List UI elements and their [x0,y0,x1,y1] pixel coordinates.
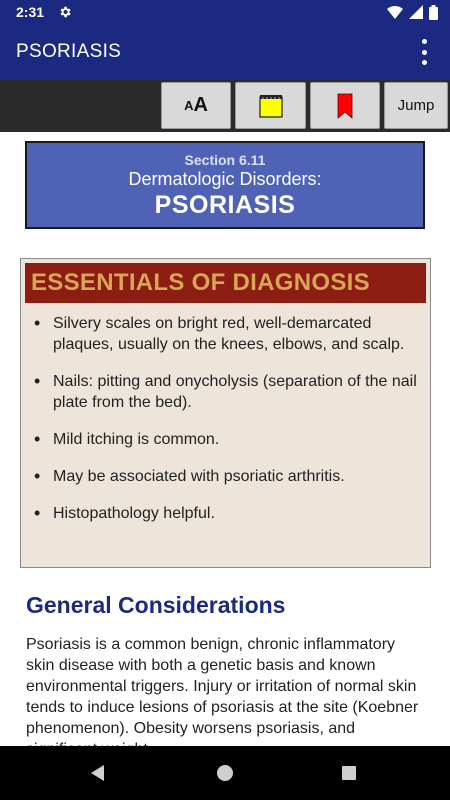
status-bar [0,0,450,24]
toolbar [0,80,450,132]
section-header [25,141,425,229]
list-item: • May be associated with psoriatic arthritis. [31,466,420,487]
wifi-icon [387,5,403,19]
cell-signal-icon [409,5,423,19]
bookmark-icon [338,94,352,118]
page-title: PSORIASIS [16,41,122,62]
font-size-big-letter: A [193,94,208,116]
list-item: • Histopathology helpful. [31,503,420,524]
battery-icon [429,5,438,20]
jump-button[interactable]: Jump [384,82,448,129]
content-area[interactable] [0,132,450,746]
back-icon[interactable] [90,765,106,781]
bookmark-button[interactable] [310,82,380,129]
essentials-heading: ESSENTIALS OF DIAGNOSIS [25,263,426,303]
section-subtitle: Dermatologic Disorders: [128,169,322,189]
font-size-button[interactable] [161,82,231,129]
note-button[interactable] [235,82,306,129]
section-title: PSORIASIS [154,191,296,219]
general-considerations-text: Psoriasis is a common benign, chronic inflammatory skin disease with both a genetic basis and known environmental triggers. Injury or irritation of normal skin tends to induce lesions of psoriasis at the site (Koebner phenomenon). Obesity worsens psoriasis, and [26,636,419,737]
font-size-small-letter: A [184,98,194,113]
essentials-box [20,258,431,568]
overflow-menu-icon[interactable] [412,36,436,68]
gear-icon [58,5,72,19]
essentials-list [21,303,430,524]
home-icon[interactable] [217,765,233,781]
status-time: 2:31 [16,4,45,20]
app-bar [0,24,450,80]
recents-icon[interactable] [342,766,356,780]
list-item: • Mild itching is common. [31,429,420,450]
section-number: Section 6.11 [184,152,266,168]
list-item: • Nails: pitting and onycholysis (separation of the nail plate from the bed). [31,371,420,413]
general-considerations-heading: General Considerations [26,592,286,618]
list-item: • Silvery scales on bright red, well-demarcated plaques, usually on the knees, elbows, and scalp. [31,313,420,355]
note-icon [259,94,283,118]
navigation-bar [0,746,450,800]
